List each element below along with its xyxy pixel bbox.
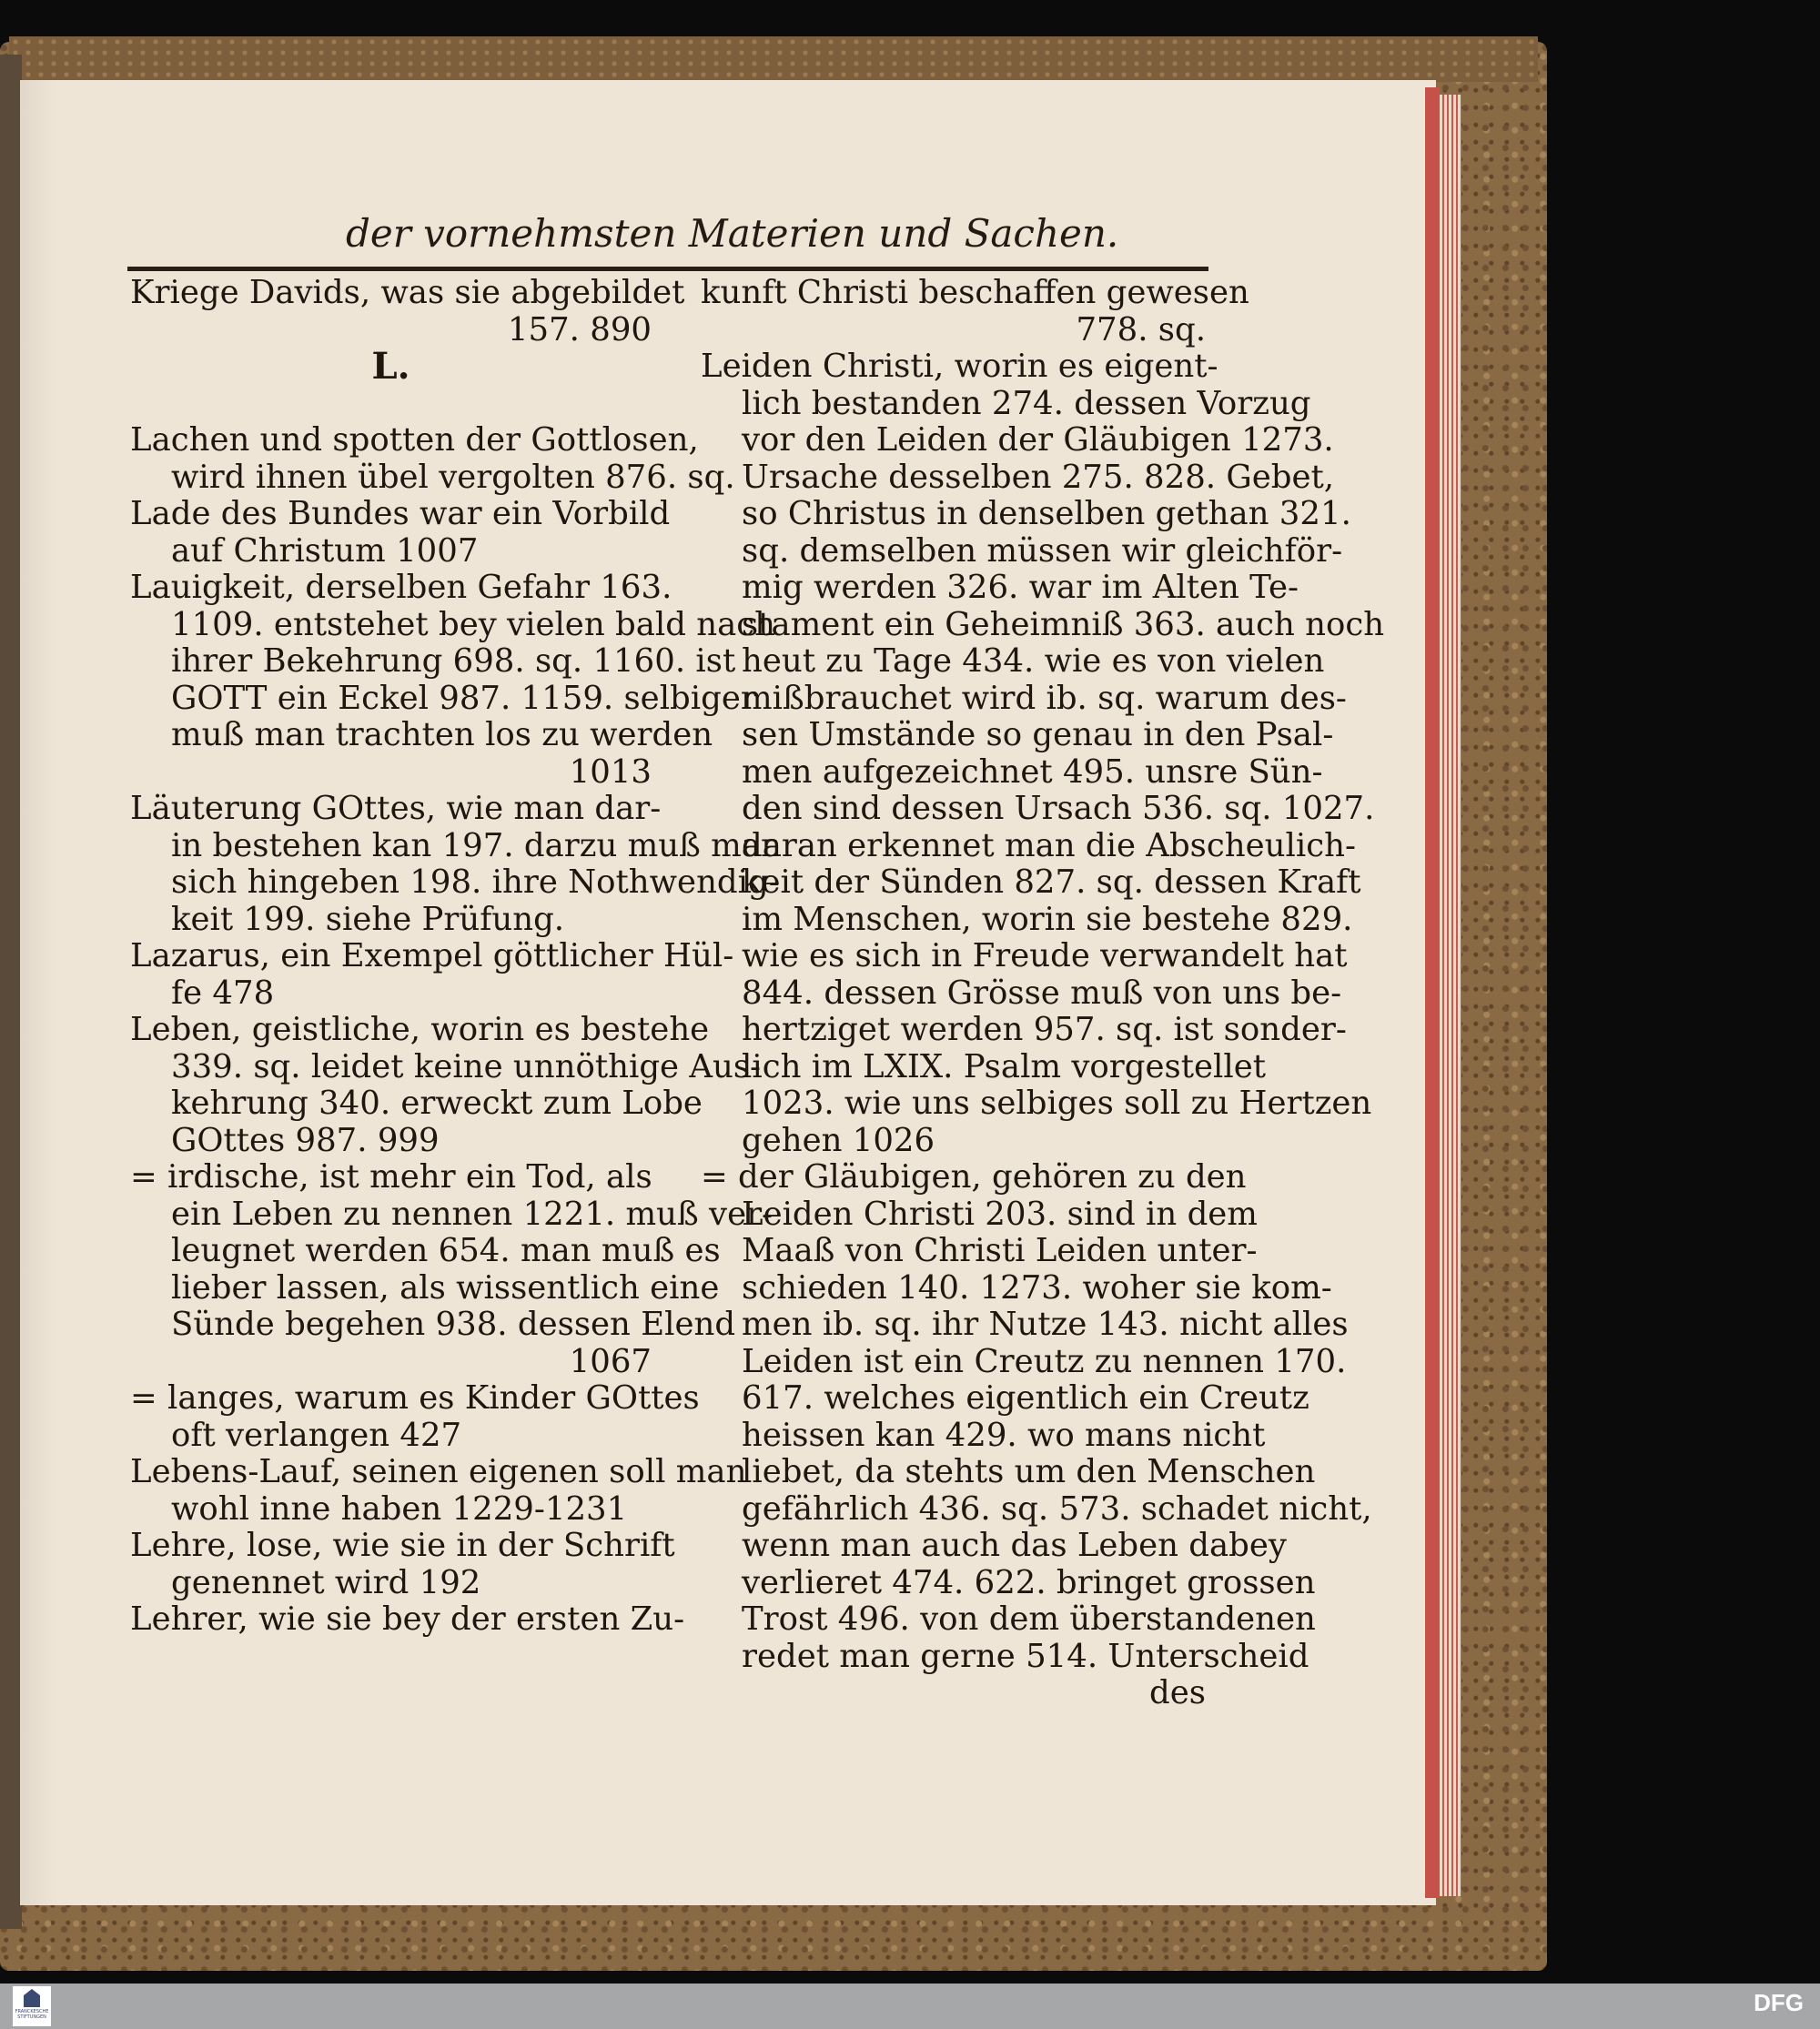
- right-index-line: des: [1149, 1674, 1206, 1711]
- left-index-line: Lehre, lose, wie sie in der Schrift: [130, 1527, 675, 1564]
- left-index-line: in bestehen kan 197. darzu muß man: [171, 826, 782, 864]
- right-index-line: 1023. wie uns selbiges soll zu Hertzen: [742, 1085, 1372, 1122]
- left-index-line: = irdische, ist mehr ein Tod, als: [130, 1158, 652, 1196]
- logo-text: FRANCKESCHE STIFTUNGEN: [15, 2009, 49, 2020]
- dfg-logo[interactable]: DFG: [1754, 1989, 1804, 2016]
- left-index-line: 1067: [569, 1342, 652, 1380]
- right-index-line: wie es sich in Freude verwandelt hat: [742, 937, 1348, 974]
- left-index-line: ihrer Bekehrung 698. sq. 1160. ist: [171, 642, 736, 680]
- left-index-line: Lehrer, wie sie bey der ersten Zu-: [130, 1600, 685, 1638]
- header-rule: [127, 267, 1208, 271]
- left-index-line: 1013: [569, 752, 652, 791]
- left-index-line: 157. 890: [507, 310, 652, 348]
- right-index-line: verlieret 474. 622. bringet grossen: [742, 1563, 1316, 1601]
- page-stack-edge: [1440, 95, 1461, 1896]
- right-index-line: daran erkennet man die Abscheulich-: [742, 826, 1356, 864]
- right-index-line: kunft Christi beschaffen gewesen: [701, 274, 1249, 311]
- left-index-line: GOttes 987. 999: [171, 1121, 440, 1159]
- right-index-line: heissen kan 429. wo mans nicht: [742, 1416, 1266, 1454]
- right-index-line: im Menschen, worin sie bestehe 829.: [742, 900, 1353, 938]
- left-index-line: [130, 386, 652, 423]
- left-index-line: Lachen und spotten der Gottlosen,: [130, 421, 699, 459]
- left-index-line: 339. sq. leidet keine unnöthige Aus-: [171, 1047, 762, 1085]
- left-index-line: genennet wird 192: [171, 1563, 481, 1601]
- book-cover-top-edge: [9, 36, 1538, 82]
- book-spine: [0, 55, 22, 1929]
- left-index-line: Sünde begehen 938. dessen Elend: [171, 1306, 736, 1343]
- right-index-line: men aufgezeichnet 495. unsre Sün-: [742, 752, 1323, 791]
- right-index-line: = der Gläubigen, gehören zu den: [701, 1158, 1247, 1196]
- left-index-line: sich hingeben 198. ihre Nothwendig-: [171, 863, 780, 901]
- left-index-line: wird ihnen übel vergolten 876. sq.: [171, 458, 735, 496]
- left-index-line: Lade des Bundes war ein Vorbild: [130, 495, 671, 532]
- right-index-line: schieden 140. 1273. woher sie kom-: [742, 1268, 1332, 1307]
- right-index-line: so Christus in denselben gethan 321.: [742, 495, 1351, 532]
- left-index-line: Kriege Davids, was sie abgebildet: [130, 274, 685, 311]
- right-index-line: gehen 1026: [742, 1121, 935, 1159]
- right-index-line: sq. demselben müssen wir gleichför-: [742, 531, 1343, 570]
- right-index-line: Maaß von Christi Leiden unter-: [742, 1232, 1258, 1269]
- right-index-line: den sind dessen Ursach 536. sq. 1027.: [742, 790, 1375, 827]
- right-index-line: Leiden Christi, worin es eigent-: [701, 348, 1218, 385]
- left-index-line: muß man trachten los zu werden: [171, 716, 713, 753]
- left-index-line: keit 199. siehe Prüfung.: [171, 900, 565, 938]
- right-index-line: lich bestanden 274. dessen Vorzug: [742, 384, 1311, 422]
- left-index-line: oft verlangen 427: [171, 1416, 462, 1454]
- right-index-line: men ib. sq. ihr Nutze 143. nicht alles: [742, 1306, 1349, 1343]
- right-index-line: hertziget werden 957. sq. ist sonder-: [742, 1011, 1347, 1048]
- right-index-line: mißbrauchet wird ib. sq. warum des-: [742, 679, 1347, 717]
- left-index-line: L.: [371, 345, 410, 388]
- red-page-edge: [1425, 87, 1440, 1898]
- right-index-line: Ursache desselben 275. 828. Gebet,: [742, 458, 1335, 496]
- left-index-line: leugnet werden 654. man muß es: [171, 1232, 721, 1269]
- right-index-line: redet man gerne 514. Unterscheid: [742, 1637, 1309, 1675]
- left-index-line: Leben, geistliche, worin es bestehe: [130, 1011, 710, 1048]
- right-index-line: lich im LXIX. Psalm vorgestellet: [742, 1047, 1266, 1085]
- right-index-line: liebet, da stehts um den Menschen: [742, 1453, 1316, 1490]
- logo-mark-icon: [24, 1989, 40, 2007]
- right-index-line: gefährlich 436. sq. 573. schadet nicht,: [742, 1489, 1372, 1528]
- left-index-line: = langes, warum es Kinder GOttes: [130, 1379, 700, 1417]
- right-index-line: Trost 496. von dem überstandenen: [742, 1600, 1316, 1638]
- right-index-line: stament ein Geheimniß 363. auch noch: [742, 605, 1385, 643]
- right-index-column: [701, 274, 1385, 1712]
- running-head: der vornehmsten Materien und Sachen.: [346, 211, 1119, 256]
- right-index-line: 778. sq.: [1076, 310, 1206, 348]
- right-index-line: sen Umstände so genau in den Psal-: [742, 716, 1334, 753]
- right-index-line: 844. dessen Grösse muß von uns be-: [742, 974, 1342, 1012]
- left-index-line: wohl inne haben 1229-1231: [171, 1489, 628, 1528]
- left-index-column: [130, 274, 782, 1639]
- left-index-line: kehrung 340. erweckt zum Lobe: [171, 1085, 703, 1122]
- right-index-line: wenn man auch das Leben dabey: [742, 1527, 1287, 1564]
- left-index-line: lieber lassen, als wissentlich eine: [171, 1268, 720, 1307]
- right-index-line: heut zu Tage 434. wie es von vielen: [742, 642, 1325, 680]
- left-index-line: 1109. entstehet bey vielen bald nach: [171, 605, 775, 643]
- left-index-line: Lebens-Lauf, seinen eigenen soll man: [130, 1453, 747, 1490]
- viewer-footer-bar: [0, 1984, 1820, 2029]
- left-index-line: Lauigkeit, derselben Gefahr 163.: [130, 569, 672, 606]
- institution-logo[interactable]: [13, 1986, 51, 2026]
- left-index-line: Lazarus, ein Exempel göttlicher Hül-: [130, 937, 734, 974]
- right-index-line: vor den Leiden der Gläubigen 1273.: [742, 421, 1334, 459]
- right-index-line: Leiden ist ein Creutz zu nennen 170.: [742, 1342, 1347, 1380]
- left-index-line: fe 478: [171, 974, 275, 1012]
- right-index-line: Leiden Christi 203. sind in dem: [742, 1195, 1258, 1233]
- left-index-line: GOTT ein Eckel 987. 1159. selbiger: [171, 679, 756, 717]
- right-index-line: 617. welches eigentlich ein Creutz: [742, 1379, 1309, 1417]
- left-index-line: ein Leben zu nennen 1221. muß ver-: [171, 1195, 774, 1233]
- left-index-line: auf Christum 1007: [171, 531, 479, 570]
- left-index-line: Läuterung GOttes, wie man dar-: [130, 790, 662, 827]
- right-index-line: mig werden 326. war im Alten Te-: [742, 569, 1299, 606]
- right-index-line: keit der Sünden 827. sq. dessen Kraft: [742, 863, 1361, 901]
